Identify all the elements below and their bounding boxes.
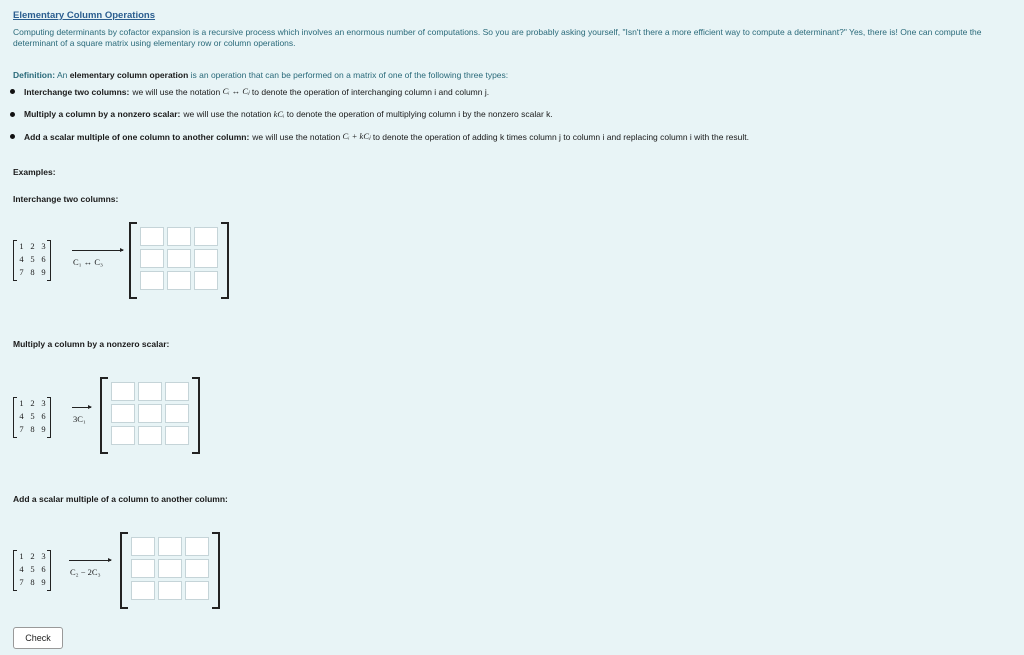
matrix-entry: 2 — [30, 551, 35, 561]
answer-bracket-right — [221, 222, 229, 299]
type-item-add — [10, 131, 749, 142]
matrix-entry: 5 — [30, 411, 35, 421]
answer-grid — [111, 382, 189, 445]
matrix-entry: 4 — [19, 411, 24, 421]
answer-cell[interactable] — [140, 249, 164, 268]
answer-cell[interactable] — [165, 382, 189, 401]
matrix-entry: 2 — [30, 241, 35, 251]
matrix-bracket-right — [47, 550, 51, 591]
type-desc-pre: we will use the notation — [183, 109, 272, 119]
answer-cell[interactable] — [111, 404, 135, 423]
matrix-entry: 6 — [41, 254, 46, 264]
matrix-entry: 1 — [19, 398, 24, 408]
answer-cell[interactable] — [131, 537, 155, 556]
answer-cell[interactable] — [158, 581, 182, 600]
arrow-icon — [72, 407, 91, 408]
answer-cell[interactable] — [138, 426, 162, 445]
matrix-entry: 8 — [30, 577, 35, 587]
answer-cell[interactable] — [131, 581, 155, 600]
type-math: Cᵢ + kCⱼ — [342, 131, 371, 141]
matrix-entry: 9 — [41, 267, 46, 277]
matrix-entry: 7 — [19, 577, 24, 587]
answer-cell[interactable] — [165, 404, 189, 423]
answer-cell[interactable] — [185, 559, 209, 578]
answer-cell[interactable] — [167, 249, 191, 268]
definition-term: elementary column operation — [69, 70, 189, 80]
bullet-icon — [10, 134, 15, 139]
type-desc-post: to denote the operation of multiplying column i by the nonzero scalar k. — [286, 109, 553, 119]
matrix-entry: 7 — [19, 424, 24, 434]
answer-cell[interactable] — [140, 227, 164, 246]
operation-label: 3C₁ — [73, 414, 86, 424]
example-add — [13, 548, 253, 608]
bullet-icon — [10, 89, 15, 94]
arrow-icon — [72, 250, 123, 251]
matrix-entry: 3 — [41, 241, 46, 251]
answer-bracket-right — [212, 532, 220, 609]
matrix-bracket-right — [47, 397, 51, 438]
answer-cell[interactable] — [111, 426, 135, 445]
example-label-interchange: Interchange two columns: — [13, 194, 119, 204]
matrix-entry: 2 — [30, 398, 35, 408]
answer-cell[interactable] — [138, 404, 162, 423]
example-label-multiply: Multiply a column by a nonzero scalar: — [13, 339, 170, 349]
answer-cell[interactable] — [194, 227, 218, 246]
matrix-entry: 3 — [41, 551, 46, 561]
type-desc-pre: we will use the notation — [252, 131, 341, 142]
answer-cell[interactable] — [131, 559, 155, 578]
answer-cell[interactable] — [158, 537, 182, 556]
answer-bracket-left — [120, 532, 128, 609]
answer-bracket-right — [192, 377, 200, 454]
matrix-entry: 6 — [41, 411, 46, 421]
matrix-entry: 9 — [41, 424, 46, 434]
matrix-entry: 5 — [30, 564, 35, 574]
example-interchange — [13, 238, 253, 298]
answer-bracket-left — [100, 377, 108, 454]
matrix-entry: 8 — [30, 267, 35, 277]
answer-cell[interactable] — [140, 271, 164, 290]
answer-cell[interactable] — [194, 249, 218, 268]
answer-cell[interactable] — [194, 271, 218, 290]
type-name: Multiply a column by a nonzero scalar: — [24, 109, 181, 119]
answer-cell[interactable] — [138, 382, 162, 401]
matrix-entry: 5 — [30, 254, 35, 264]
matrix-entry: 9 — [41, 577, 46, 587]
answer-cell[interactable] — [185, 581, 209, 600]
type-desc-pre: we will use the notation — [132, 86, 221, 97]
answer-cell[interactable] — [165, 426, 189, 445]
matrix-entry: 7 — [19, 267, 24, 277]
matrix-entry: 6 — [41, 564, 46, 574]
source-matrix — [16, 550, 49, 589]
type-name: Interchange two columns: — [24, 86, 130, 97]
matrix-entry: 3 — [41, 398, 46, 408]
source-matrix — [16, 240, 49, 279]
bullet-icon — [10, 112, 15, 117]
check-button[interactable]: Check — [13, 627, 63, 649]
answer-cell[interactable] — [167, 227, 191, 246]
answer-grid — [131, 537, 209, 600]
example-multiply — [13, 395, 253, 455]
matrix-entry: 1 — [19, 241, 24, 251]
answer-bracket-left — [129, 222, 137, 299]
source-matrix — [16, 397, 49, 436]
operation-label: C₁ ↔ C₃ — [73, 257, 104, 267]
answer-cell[interactable] — [167, 271, 191, 290]
operation-label: C₂ − 2C₃ — [70, 567, 101, 577]
type-item-interchange — [10, 86, 489, 97]
definition-text2: is an operation that can be performed on a matrix of one of the following three types: — [188, 70, 509, 80]
answer-cell[interactable] — [111, 382, 135, 401]
matrix-entry: 1 — [19, 551, 24, 561]
intro-text: Computing determinants by cofactor expansion is a recursive process which involves an enormous number of computations. So you are probably asking yourself, "Isn't there a more efficient way to compute a determinant?" Yes, there is! One can compute the determinant of a square matrix using elementary row or column operations. — [13, 27, 982, 48]
definition — [13, 70, 508, 80]
type-math: kCᵢ — [273, 109, 285, 119]
page-title: Elementary Column Operations — [13, 10, 156, 21]
matrix-entry: 8 — [30, 424, 35, 434]
answer-cell[interactable] — [185, 537, 209, 556]
definition-text1: An — [56, 70, 70, 80]
example-label-add: Add a scalar multiple of a column to another column: — [13, 494, 228, 504]
examples-label: Examples: — [13, 167, 56, 177]
type-item-multiply — [10, 109, 553, 119]
type-name: Add a scalar multiple of one column to another column: — [24, 131, 250, 142]
type-desc-post: to denote the operation of interchanging column i and column j. — [251, 86, 490, 97]
answer-cell[interactable] — [158, 559, 182, 578]
matrix-entry: 4 — [19, 254, 24, 264]
type-desc-post: to denote the operation of adding k times column j to column i and replacing column i with the result. — [372, 131, 749, 142]
arrow-icon — [69, 560, 111, 561]
type-math: Cᵢ ↔ Cⱼ — [222, 86, 250, 96]
answer-grid — [140, 227, 218, 290]
matrix-bracket-right — [47, 240, 51, 281]
matrix-entry: 4 — [19, 564, 24, 574]
definition-prefix: Definition: — [13, 70, 56, 80]
